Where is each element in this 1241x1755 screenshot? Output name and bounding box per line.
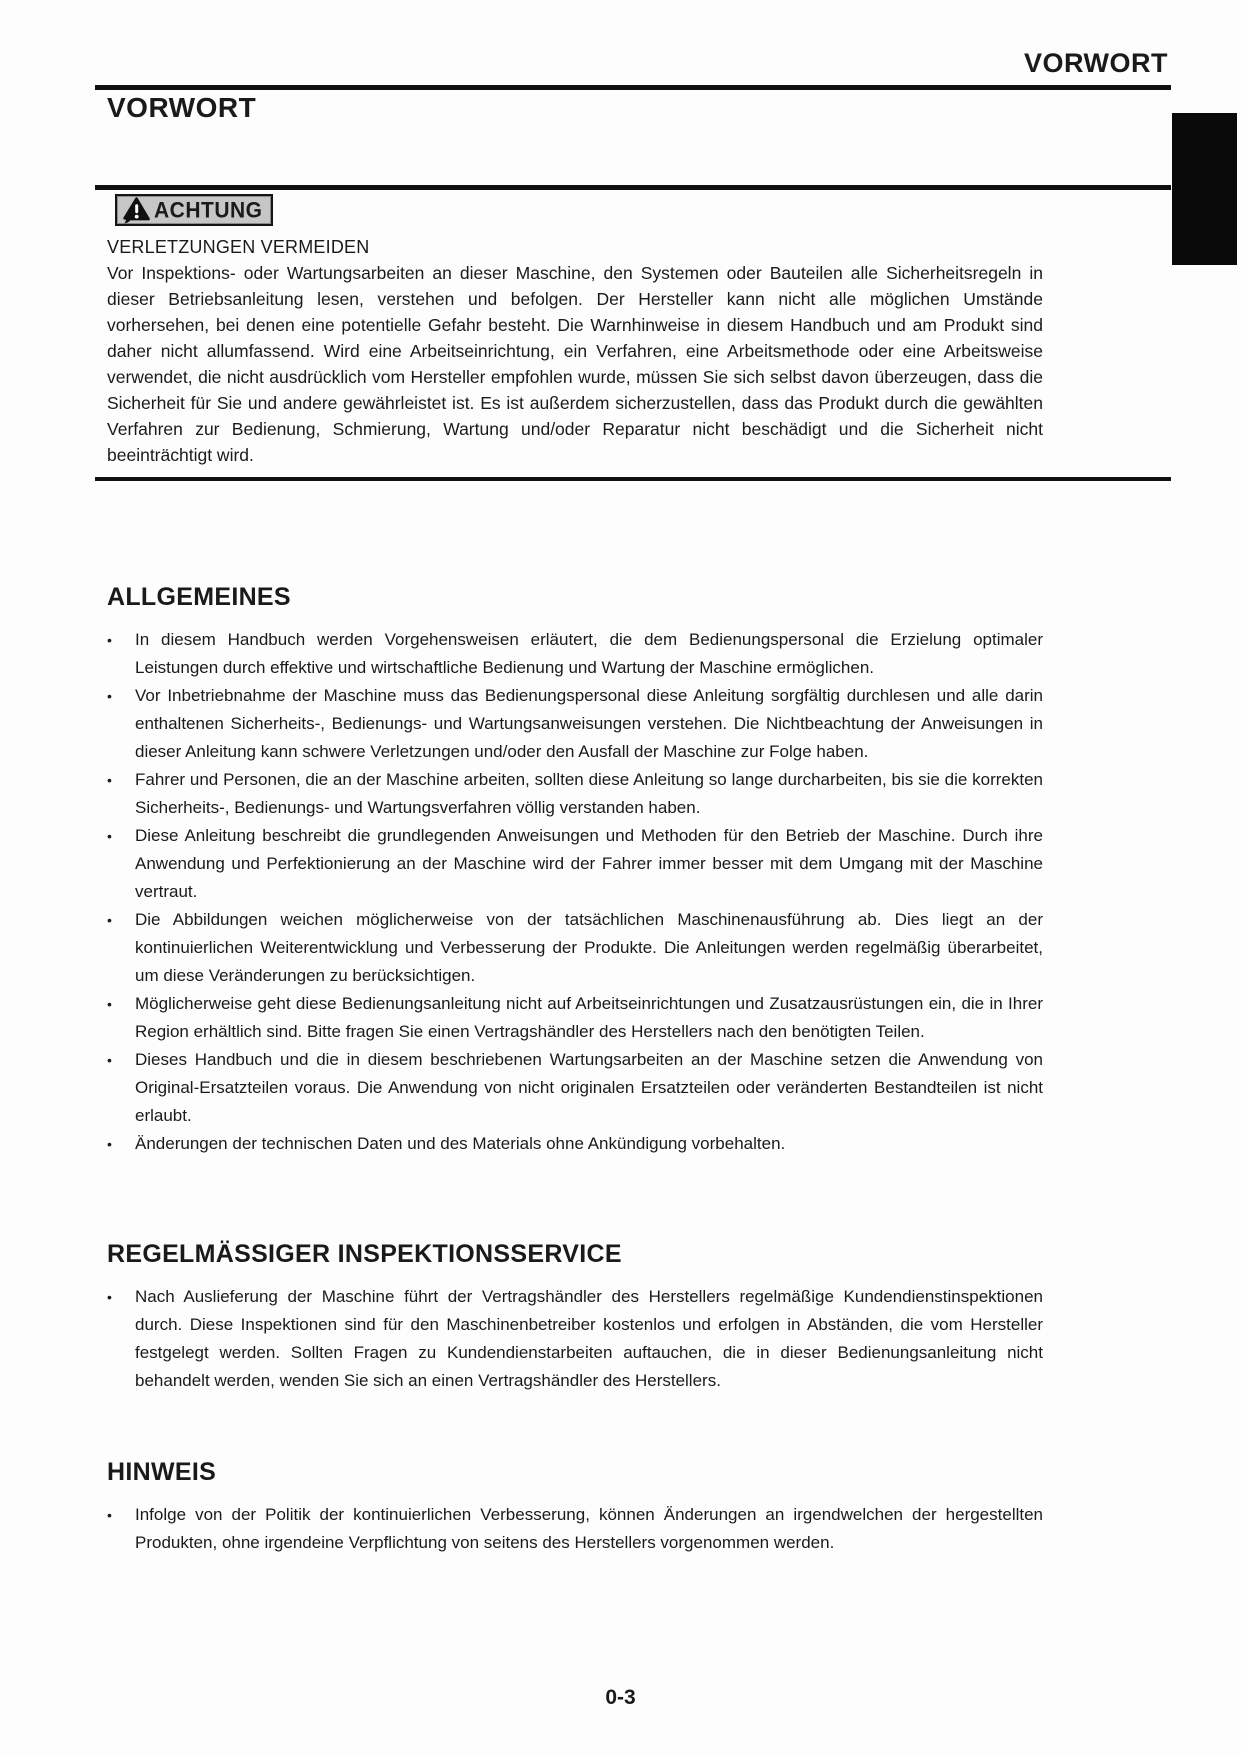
section-heading-inspektionsservice: REGELMÄSSIGER INSPEKTIONSSERVICE xyxy=(107,1240,622,1268)
warning-badge xyxy=(115,194,273,226)
bullet-marker: • xyxy=(107,688,112,704)
warning-bottom-rule xyxy=(95,477,1171,481)
running-header-title: VORWORT xyxy=(1024,48,1168,78)
list-item xyxy=(107,822,1043,906)
bullet-marker: • xyxy=(107,632,112,648)
list-item xyxy=(107,1046,1043,1130)
bullet-list-hinweis xyxy=(107,1501,1043,1557)
chapter-thumb-tab xyxy=(1172,113,1237,265)
bullet-marker: • xyxy=(107,912,112,928)
list-item-text: Nach Auslieferung der Maschine führt der Vertragshändler des Herstellers regelmäßige Kundendienstinspektionen durch. Diese Inspektionen sind für den Maschinenbetreiber kostenlos und erfolgen in Abständen, die vom Hersteller festgelegt werden. Sollten Fragen zu Kundendienstarbeiten auftauchen, die in dieser Bedienungsanleitung nicht behandelt werden, wenden Sie sich an einen Vertragshändler des Herstellers. xyxy=(135,1287,1043,1390)
page-number: 0-3 xyxy=(605,1686,636,1709)
list-item-text: Vor Inbetriebnahme der Maschine muss das Bedienungspersonal diese Anleitung sorgfältig durchlesen und alle darin enthaltenen Sicherheits-, Bedienungs- und Wartungsanweisungen verstehen. Die Nichtbeachtung der Anweisungen in dieser Anleitung kann schwere Verletzungen und/oder den Ausfall der Maschine zur Folge haben. xyxy=(135,686,1043,761)
bullet-marker: • xyxy=(107,828,112,844)
bullet-marker: • xyxy=(107,996,112,1012)
running-header xyxy=(0,48,1168,79)
list-item-text: Möglicherweise geht diese Bedienungsanleitung nicht auf Arbeitseinrichtungen und Zusatzausrüstungen ein, die in Ihrer Region erhältlich sind. Bitte fragen Sie einen Vertragshändler des Herstellers nach den benötigten Teilen. xyxy=(135,994,1043,1041)
list-item xyxy=(107,682,1043,766)
section-heading-allgemeines: ALLGEMEINES xyxy=(107,583,291,611)
bullet-marker: • xyxy=(107,1052,112,1068)
bullet-marker: • xyxy=(107,1289,112,1305)
list-item-text: Infolge von der Politik der kontinuierlichen Verbesserung, können Änderungen an irgendwelchen der hergestellten Produkten, ohne irgendeine Verpflichtung von seitens des Herstellers vorgenommen werden. xyxy=(135,1505,1043,1552)
warning-body-text: Vor Inspektions- oder Wartungsarbeiten an dieser Maschine, den Systemen oder Bauteilen alle Sicherheitsregeln in dieser Betriebsanleitung lesen, verstehen und befolgen. Der Hersteller kann nicht alle möglichen Umstände vorhersehen, bei denen eine potentielle Gefahr besteht. Die Warnhinweise in diesem Handbuch und am Produkt sind daher nicht allumfassend. Wird eine Arbeitseinrichtung, ein Verfahren, eine Arbeitsmethode oder eine Arbeitsweise verwendet, die nicht ausdrücklich vom Hersteller empfohlen wurde, müssen Sie sich selbst davon überzeugen, dass die Sicherheit für Sie und andere gewährleistet ist. Es ist außerdem sicherzustellen, dass das Produkt durch die gewählten Verfahren zur Bedienung, Schmierung, Wartung und/oder Reparatur nicht beschädigt und die Sicherheit nicht beeinträchtigt wird. xyxy=(107,263,1043,465)
list-item xyxy=(107,1501,1043,1557)
list-item-text: Die Abbildungen weichen möglicherweise von der tatsächlichen Maschinenausführung ab. Dies liegt an der kontinuierlichen Weiterentwicklung und Verbesserung der Produkte. Die Anleitungen werden regelmäßig überarbeitet, um diese Veränderungen zu berücksichtigen. xyxy=(135,910,1043,985)
section-inspektionsservice xyxy=(107,1240,1043,1395)
list-item xyxy=(107,990,1043,1046)
bullet-marker: • xyxy=(107,772,112,788)
section-heading-hinweis: HINWEIS xyxy=(107,1458,217,1486)
list-item xyxy=(107,1283,1043,1395)
warning-badge-label: ACHTUNG xyxy=(154,197,263,223)
list-item xyxy=(107,626,1043,682)
bullet-marker: • xyxy=(107,1136,112,1152)
list-item-text: Fahrer und Personen, die an der Maschine arbeiten, sollten diese Anleitung so lange durcharbeiten, bis sie die korrekten Sicherheits-, Bedienungs- und Wartungsverfahren völlig verstanden haben. xyxy=(135,770,1043,817)
section-hinweis xyxy=(107,1458,1043,1557)
list-item-text: Diese Anleitung beschreibt die grundlegenden Anweisungen und Methoden für den Betrieb der Maschine. Durch ihre Anwendung und Perfektionierung an der Maschine wird der Fahrer immer besser mit dem Umgang mit der Maschine vertraut. xyxy=(135,826,1043,901)
list-item xyxy=(107,1130,1043,1158)
bullet-list-allgemeines xyxy=(107,626,1043,1158)
list-item xyxy=(107,906,1043,990)
bullet-list-inspektionsservice xyxy=(107,1283,1043,1395)
bullet-marker: • xyxy=(107,1507,112,1523)
section-allgemeines xyxy=(107,583,1043,1158)
list-item-text: In diesem Handbuch werden Vorgehensweisen erläutert, die dem Bedienungspersonal die Erzielung optimaler Leistungen durch effektive und wirtschaftliche Bedienung und Wartung der Maschine ermöglichen. xyxy=(135,630,1043,677)
warning-triangle-icon xyxy=(121,197,151,224)
list-item-text: Dieses Handbuch und die in diesem beschriebenen Wartungsarbeiten an der Maschine setzen die Anwendung von Original-Ersatzteilen voraus. Die Anwendung von nicht originalen Ersatzteilen oder veränderten Bestandteilen ist nicht erlaubt. xyxy=(135,1050,1043,1125)
list-item xyxy=(107,766,1043,822)
list-item-text: Änderungen der technischen Daten und des Materials ohne Ankündigung vorbehalten. xyxy=(135,1134,786,1153)
header-rule xyxy=(95,85,1171,90)
warning-top-rule xyxy=(95,185,1171,190)
page-title: VORWORT xyxy=(107,92,257,123)
warning-section-heading: VERLETZUNGEN VERMEIDEN xyxy=(107,237,370,257)
